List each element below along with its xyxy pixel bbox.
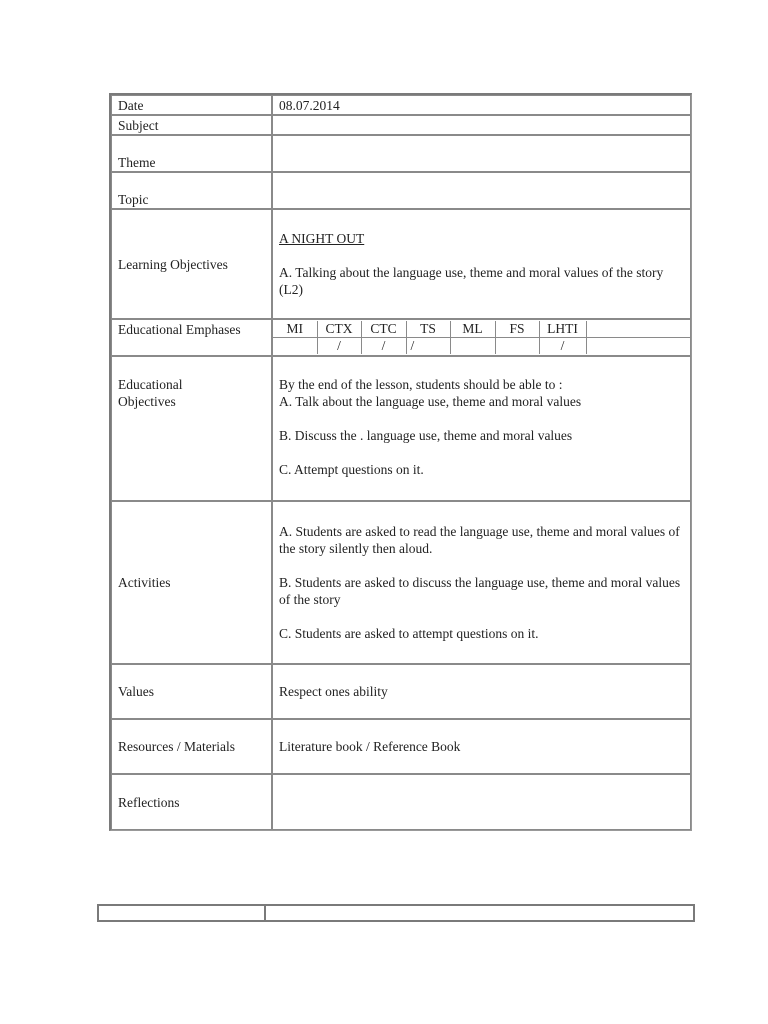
emphasis-mark: / xyxy=(406,338,450,355)
row-activities xyxy=(111,501,691,664)
date-label: Date xyxy=(111,95,272,115)
lesson-plan-table xyxy=(109,93,692,831)
row-educational-objectives xyxy=(111,356,691,501)
resources-label: Resources / Materials xyxy=(111,719,272,774)
reflections-value xyxy=(272,774,691,830)
footer-cell-right xyxy=(266,906,693,920)
emphasis-header: CTX xyxy=(317,321,361,338)
emphasis-header: TS xyxy=(406,321,450,338)
date-value: 08.07.2014 xyxy=(272,95,691,115)
values-label: Values xyxy=(111,664,272,719)
row-subject xyxy=(111,115,691,135)
row-topic xyxy=(111,172,691,209)
emphasis-header: LHTI xyxy=(539,321,586,338)
learning-objective-text: A. Talking about the language use, theme and moral values of the story (L2) xyxy=(279,265,664,297)
row-learning-objectives xyxy=(111,209,691,319)
emphasis-mark xyxy=(450,338,495,355)
objective-b: B. Discuss the . language use, theme and moral values xyxy=(279,428,573,443)
emphasis-mark: / xyxy=(317,338,361,355)
topic-label: Topic xyxy=(118,192,149,207)
educational-objectives-label-line2: Objectives xyxy=(118,394,176,409)
learning-objectives-label: Learning Objectives xyxy=(111,209,272,319)
reflections-label: Reflections xyxy=(111,774,272,830)
emphasis-mark: / xyxy=(539,338,586,355)
activity-c: C. Students are asked to attempt questions on it. xyxy=(279,626,539,641)
objectives-intro: By the end of the lesson, students should be able to : xyxy=(279,377,563,392)
theme-label: Theme xyxy=(118,155,156,170)
subject-value xyxy=(272,115,691,135)
objective-c: C. Attempt questions on it. xyxy=(279,462,424,477)
educational-objectives-label-line1: Educational xyxy=(118,377,183,392)
subject-label: Subject xyxy=(111,115,272,135)
emphasis-header xyxy=(586,321,690,338)
emphasis-mark xyxy=(586,338,690,355)
activity-b: B. Students are asked to discuss the language use, theme and moral values of the story xyxy=(279,575,681,607)
emphases-mark-row xyxy=(273,338,690,355)
row-reflections xyxy=(111,774,691,830)
row-educational-emphases xyxy=(111,319,691,356)
topic-value xyxy=(272,172,691,209)
activities-label: Activities xyxy=(111,501,272,664)
row-values xyxy=(111,664,691,719)
activity-a: A. Students are asked to read the language use, theme and moral values of the story silently then aloud. xyxy=(279,524,680,556)
row-date xyxy=(111,95,691,115)
emphasis-header: FS xyxy=(495,321,539,338)
emphasis-header: ML xyxy=(450,321,495,338)
resources-value: Literature book / Reference Book xyxy=(272,719,691,774)
emphasis-header: MI xyxy=(273,321,317,338)
emphasis-header: CTC xyxy=(361,321,406,338)
theme-value xyxy=(272,135,691,172)
row-resources xyxy=(111,719,691,774)
next-page-table-top xyxy=(97,904,695,922)
emphasis-mark xyxy=(273,338,317,355)
lesson-title: A NIGHT OUT xyxy=(279,231,365,246)
emphases-header-row xyxy=(273,321,690,338)
objective-a: A. Talk about the language use, theme and moral values xyxy=(279,394,582,409)
emphasis-mark: / xyxy=(361,338,406,355)
values-value: Respect ones ability xyxy=(272,664,691,719)
footer-cell-left xyxy=(99,906,266,920)
emphases-grid xyxy=(273,321,690,354)
emphasis-mark xyxy=(495,338,539,355)
row-theme xyxy=(111,135,691,172)
educational-emphases-label: Educational Emphases xyxy=(111,319,272,356)
